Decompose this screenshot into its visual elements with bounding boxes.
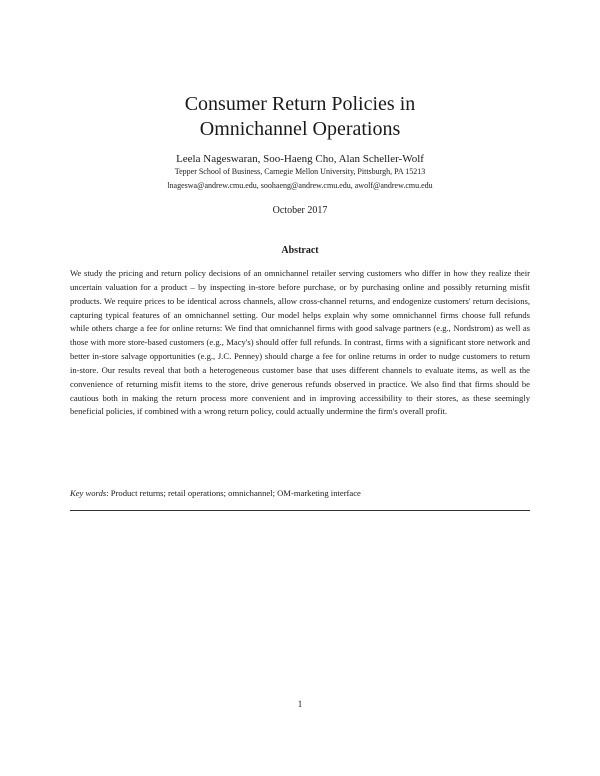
abstract-body: We study the pricing and return policy decisions of an omnichannel retailer serving customers who differ in how they realize their uncertain valuation for a product – by inspecting in-store before purchase, or by purchasing online and possibly returning misfit products. We require prices to be identical across channels, allow cross-channel returns, and endogenize customers' return decisions, capturing typical features of an omnichannel setting. Our model helps explain why some omnichannel firms choose full refunds while others charge a fee for online returns: We find that omnichannel firms with good salvage partners (e.g., Nordstrom) as well as those with more store-based customers (e.g., Macy's) should offer full refunds. In contrast, firms with a significant store network and better in-store salvage opportunities (e.g., J.C. Penney) should charge a fee for online returns in order to nudge customers to return in-store. Our results reveal that both a heterogeneous customer base that uses different channels to evaluate items, as well as the convenience of returning misfit items to the store, drive generous refunds observed in practice. We also find that firms should be cautious both in making the return process more convenient and in improving accessibility to their stores, as these seemingly beneficial policies, if combined with a wrong return policy, could actually undermine the firm's overall profit. [70, 268, 530, 417]
author-list: Leela Nageswaran, Soo-Haeng Cho, Alan Scheller-Wolf [176, 153, 424, 165]
keywords-text: Product returns; retail operations; omnichannel; OM-marketing interface [110, 488, 361, 498]
abstract-heading: Abstract [281, 245, 319, 256]
title-line-1: Consumer Return Policies in [184, 93, 416, 115]
paper-title [0, 92, 600, 142]
page-number: 1 [297, 699, 303, 709]
keywords [70, 487, 530, 499]
author-emails: lnageswa@andrew.cmu.edu, soohaeng@andrew.cmu.edu, awolf@andrew.cmu.edu [167, 181, 433, 190]
affiliation: Tepper School of Business, Carnegie Mellon University, Pittsburgh, PA 15213 [174, 167, 426, 176]
keywords-label: Key words [70, 488, 107, 498]
keywords-colon: : [106, 488, 111, 498]
horizontal-rule [70, 510, 530, 511]
title-line-2: Omnichannel Operations [199, 118, 401, 140]
publication-date: October 2017 [272, 205, 328, 216]
